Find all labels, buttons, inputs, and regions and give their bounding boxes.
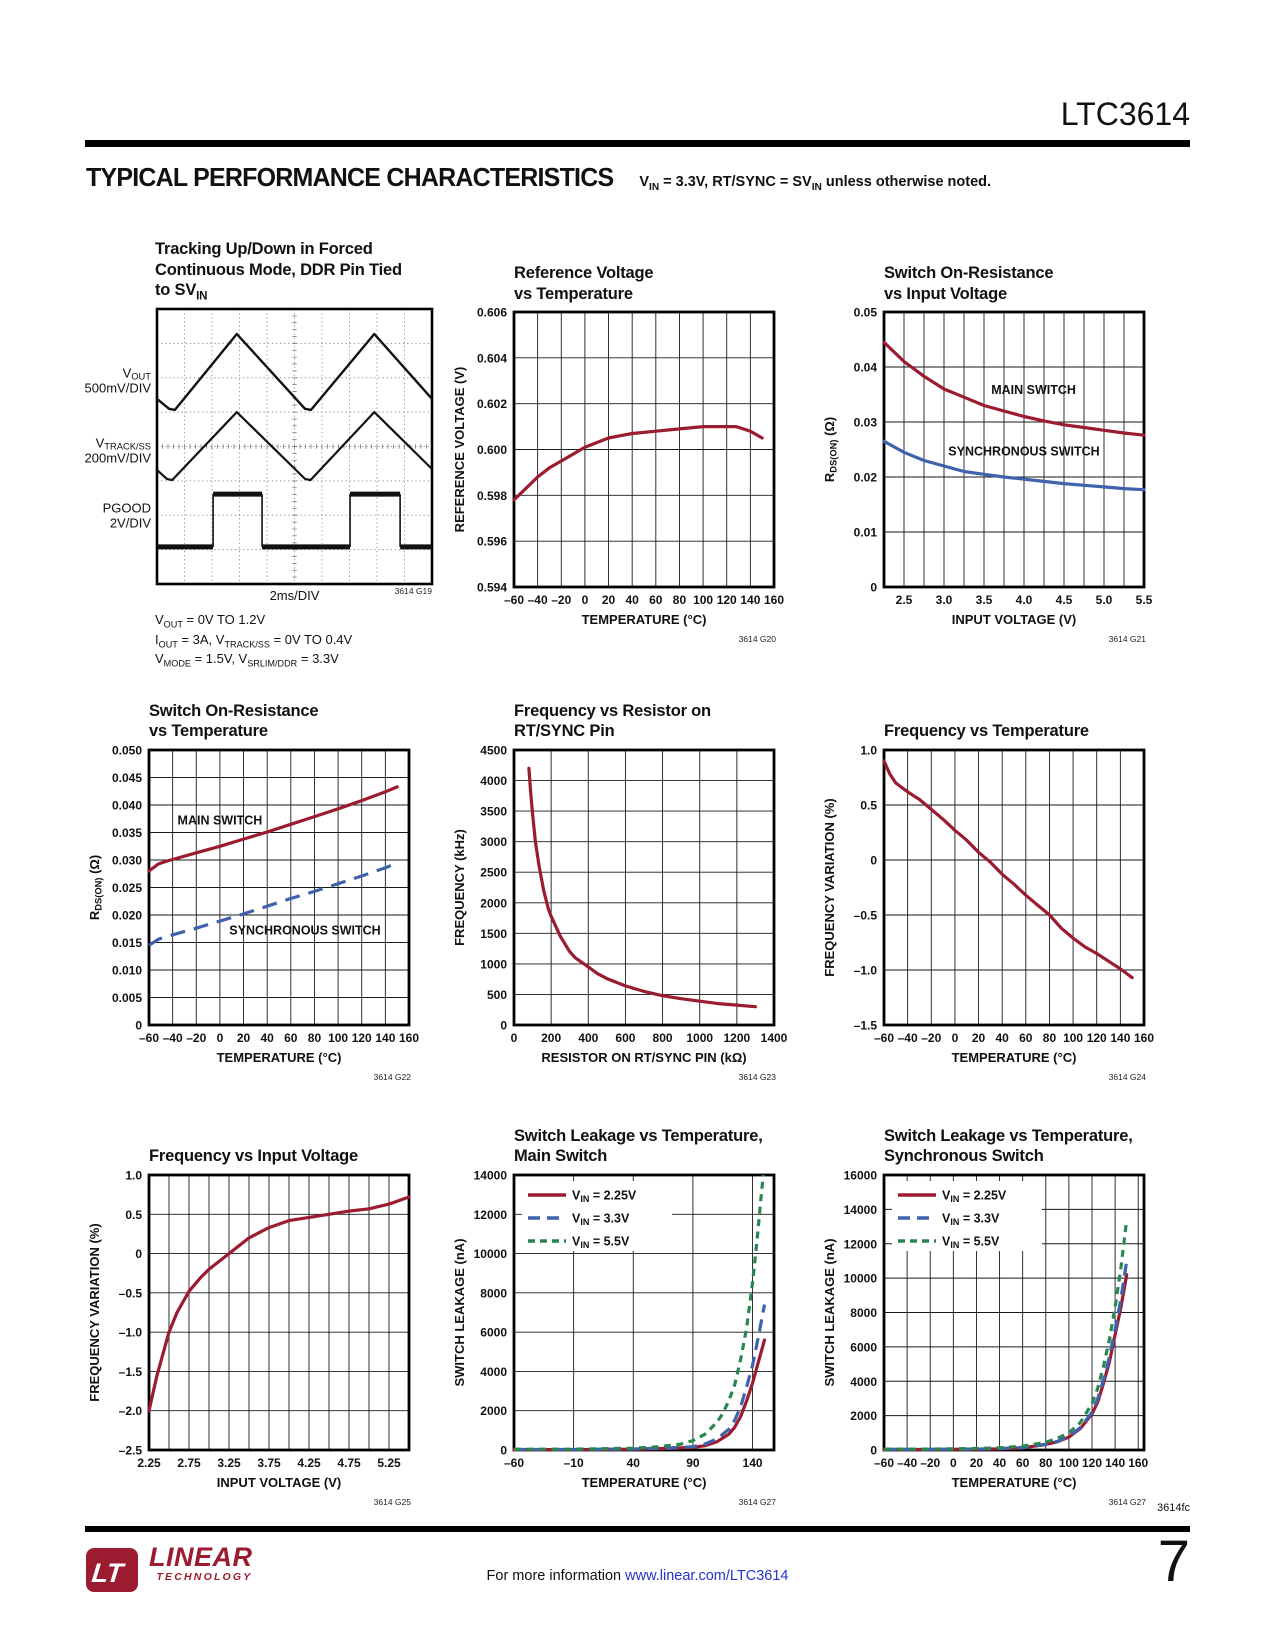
freq-vs-resistor-chart xyxy=(450,742,790,1086)
chart-title: Switch Leakage vs Temperature, Main Switch xyxy=(514,1126,763,1166)
part-number: LTC3614 xyxy=(1060,96,1190,132)
linear-technology-logo xyxy=(85,1544,253,1596)
chart-title: Frequency vs Resistor on RT/SYNC Pin xyxy=(514,701,711,741)
svg-text:3500: 3500 xyxy=(480,804,507,819)
panel-g24 xyxy=(820,670,1190,1091)
svg-text:140: 140 xyxy=(740,593,761,607)
svg-text:10000: 10000 xyxy=(473,1246,507,1261)
svg-text:40: 40 xyxy=(260,1030,274,1045)
svg-text:0: 0 xyxy=(951,1030,959,1045)
svg-text:–40: –40 xyxy=(897,1455,918,1470)
svg-text:4000: 4000 xyxy=(480,773,507,788)
svg-text:100: 100 xyxy=(1063,1030,1084,1045)
svg-text:120: 120 xyxy=(351,1030,372,1045)
svg-text:VIN = 3.3V: VIN = 3.3V xyxy=(572,1211,630,1227)
svg-text:160: 160 xyxy=(763,593,785,607)
svg-text:80: 80 xyxy=(1039,1455,1053,1470)
svg-text:0.604: 0.604 xyxy=(476,351,507,366)
svg-text:VIN = 5.5V: VIN = 5.5V xyxy=(942,1234,1000,1250)
svg-text:–1.0: –1.0 xyxy=(853,963,877,978)
svg-text:–20: –20 xyxy=(551,593,572,607)
svg-text:0: 0 xyxy=(500,1443,507,1458)
svg-text:0.606: 0.606 xyxy=(476,305,507,320)
chart-title: Switch On-Resistance vs Input Voltage xyxy=(884,264,1054,303)
svg-text:6000: 6000 xyxy=(850,1340,877,1355)
svg-text:0.020: 0.020 xyxy=(111,908,142,923)
svg-text:0.005: 0.005 xyxy=(111,990,142,1005)
svg-text:4.75: 4.75 xyxy=(337,1455,361,1470)
svg-text:0: 0 xyxy=(510,1030,518,1045)
svg-text:RDS(ON) (Ω): RDS(ON) (Ω) xyxy=(822,416,839,483)
svg-text:INPUT VOLTAGE (V): INPUT VOLTAGE (V) xyxy=(216,1474,342,1490)
svg-text:8000: 8000 xyxy=(850,1305,877,1320)
svg-text:120: 120 xyxy=(716,593,737,607)
svg-text:–0.5: –0.5 xyxy=(118,1286,142,1301)
svg-text:–2.0: –2.0 xyxy=(118,1403,142,1418)
svg-text:VIN = 2.25V: VIN = 2.25V xyxy=(572,1188,637,1204)
svg-text:0.010: 0.010 xyxy=(111,963,142,978)
svg-text:4000: 4000 xyxy=(480,1364,507,1379)
svg-text:0.5: 0.5 xyxy=(860,798,877,813)
panel-g20 xyxy=(450,218,820,670)
svg-text:0.04: 0.04 xyxy=(853,360,877,375)
footer-info xyxy=(487,1568,789,1584)
svg-text:–60: –60 xyxy=(503,1455,525,1470)
svg-text:160: 160 xyxy=(1128,1455,1149,1470)
svg-text:FREQUENCY VARIATION (%): FREQUENCY VARIATION (%) xyxy=(87,1223,102,1402)
svg-text:PGOOD: PGOOD xyxy=(102,500,151,516)
svg-text:0.015: 0.015 xyxy=(111,935,142,950)
svg-text:VIN = 2.25V: VIN = 2.25V xyxy=(942,1188,1007,1204)
svg-text:SYNCHRONOUS SWITCH: SYNCHRONOUS SWITCH xyxy=(229,923,381,938)
footer-info-link[interactable]: www.linear.com/LTC3614 xyxy=(625,1568,789,1584)
svg-text:VOUT: VOUT xyxy=(122,365,151,382)
svg-text:4.0: 4.0 xyxy=(1015,593,1033,607)
svg-text:–20: –20 xyxy=(921,1030,942,1045)
chart-title: Switch Leakage vs Temperature, Synchronous Switch xyxy=(884,1126,1133,1166)
svg-text:60: 60 xyxy=(649,593,663,607)
freq-vs-vin-chart xyxy=(85,1167,425,1511)
svg-text:0: 0 xyxy=(216,1030,224,1045)
svg-text:–1.5: –1.5 xyxy=(853,1018,877,1033)
section-note: $V_{IN} = 3.3V$, RT/SYNC = $SV_{IN}$ unless otherwise noted. xyxy=(639,174,992,193)
svg-text:4000: 4000 xyxy=(850,1374,877,1389)
svg-text:SWITCH LEAKAGE (nA): SWITCH LEAKAGE (nA) xyxy=(822,1238,837,1387)
svg-text:VIN = 5.5V: VIN = 5.5V xyxy=(572,1234,630,1250)
svg-text:400: 400 xyxy=(578,1030,599,1045)
svg-text:3614 G22: 3614 G22 xyxy=(373,1071,411,1082)
svg-text:3.25: 3.25 xyxy=(217,1455,241,1470)
leakage-sync-chart xyxy=(820,1167,1160,1511)
svg-text:0.02: 0.02 xyxy=(853,470,877,485)
svg-text:0.03: 0.03 xyxy=(853,415,877,430)
svg-text:20: 20 xyxy=(236,1030,251,1045)
svg-text:1200: 1200 xyxy=(723,1030,751,1045)
lt-monogram-icon xyxy=(85,1544,143,1596)
svg-text:0: 0 xyxy=(135,1018,142,1033)
svg-text:–1.0: –1.0 xyxy=(118,1325,142,1340)
svg-text:VIN = 3.3V: VIN = 3.3V xyxy=(942,1211,1000,1227)
doc-code: 3614fc xyxy=(1156,1502,1190,1514)
svg-text:5.5: 5.5 xyxy=(1135,593,1153,607)
svg-text:0.035: 0.035 xyxy=(111,825,142,840)
svg-text:12000: 12000 xyxy=(473,1207,507,1222)
svg-text:RESISTOR ON RT/SYNC PIN (kΩ): RESISTOR ON RT/SYNC PIN (kΩ) xyxy=(541,1049,747,1065)
svg-text:1000: 1000 xyxy=(686,1030,714,1045)
panel-g21 xyxy=(820,218,1190,670)
svg-text:60: 60 xyxy=(284,1030,298,1045)
svg-text:0: 0 xyxy=(135,1246,142,1261)
svg-text:–20: –20 xyxy=(920,1455,941,1470)
svg-text:100: 100 xyxy=(1058,1455,1079,1470)
svg-text:0.596: 0.596 xyxy=(476,534,507,549)
panel-g27m xyxy=(450,1091,820,1516)
svg-text:40: 40 xyxy=(625,593,639,607)
svg-text:3614 G19: 3614 G19 xyxy=(394,586,432,596)
svg-text:–60: –60 xyxy=(873,1030,895,1045)
svg-text:4.5: 4.5 xyxy=(1055,593,1073,607)
svg-text:600: 600 xyxy=(615,1030,636,1045)
svg-text:0: 0 xyxy=(581,593,589,607)
logo-technology-text: TECHNOLOGY xyxy=(156,1571,253,1583)
svg-text:REFERENCE VOLTAGE (V): REFERENCE VOLTAGE (V) xyxy=(452,366,467,533)
svg-text:FREQUENCY (kHz): FREQUENCY (kHz) xyxy=(452,828,467,946)
svg-text:40: 40 xyxy=(626,1455,640,1470)
svg-text:1400: 1400 xyxy=(760,1030,788,1045)
svg-text:SYNCHRONOUS SWITCH: SYNCHRONOUS SWITCH xyxy=(948,444,1100,459)
svg-text:100: 100 xyxy=(328,1030,349,1045)
svg-text:0.600: 0.600 xyxy=(476,443,507,457)
svg-text:0.045: 0.045 xyxy=(111,770,142,785)
svg-text:0.030: 0.030 xyxy=(111,853,142,868)
svg-text:500: 500 xyxy=(486,987,507,1002)
svg-text:TEMPERATURE (°C): TEMPERATURE (°C) xyxy=(581,1474,707,1490)
svg-text:–1.5: –1.5 xyxy=(118,1364,142,1379)
svg-text:20: 20 xyxy=(601,593,616,607)
svg-text:160: 160 xyxy=(398,1030,420,1045)
panel-g23 xyxy=(450,670,820,1091)
svg-text:20: 20 xyxy=(971,1030,986,1045)
svg-text:0: 0 xyxy=(870,853,877,868)
svg-text:60: 60 xyxy=(1015,1455,1030,1470)
svg-text:0.602: 0.602 xyxy=(476,397,507,412)
svg-text:MAIN SWITCH: MAIN SWITCH xyxy=(991,383,1076,398)
svg-text:3.5: 3.5 xyxy=(975,593,993,607)
svg-text:140: 140 xyxy=(375,1030,396,1045)
svg-text:4500: 4500 xyxy=(480,743,507,758)
svg-text:100: 100 xyxy=(693,593,714,607)
svg-text:0.5: 0.5 xyxy=(125,1207,142,1222)
svg-text:80: 80 xyxy=(672,593,687,607)
svg-text:FREQUENCY VARIATION (%): FREQUENCY VARIATION (%) xyxy=(822,798,837,977)
svg-text:120: 120 xyxy=(1086,1030,1107,1045)
section-header xyxy=(86,162,1190,193)
svg-text:2000: 2000 xyxy=(480,1403,507,1418)
svg-text:60: 60 xyxy=(1019,1030,1033,1045)
svg-text:–40: –40 xyxy=(527,593,548,607)
svg-text:0: 0 xyxy=(870,1443,877,1458)
svg-text:80: 80 xyxy=(1042,1030,1057,1045)
svg-text:80: 80 xyxy=(307,1030,322,1045)
svg-text:140: 140 xyxy=(1105,1455,1126,1470)
panel-g27s xyxy=(820,1091,1190,1516)
svg-text:3000: 3000 xyxy=(480,834,507,849)
svg-text:VTRACK/SS: VTRACK/SS xyxy=(95,435,151,452)
chart-title: Frequency vs Temperature xyxy=(884,722,1089,741)
svg-text:5.0: 5.0 xyxy=(1095,593,1113,607)
rdson-vs-vin-chart xyxy=(820,304,1160,648)
svg-text:2000: 2000 xyxy=(480,896,507,911)
svg-text:–60: –60 xyxy=(503,593,525,607)
svg-text:3614 G24: 3614 G24 xyxy=(1108,1071,1146,1082)
page-number: 7 xyxy=(1157,1529,1190,1594)
svg-text:0: 0 xyxy=(870,580,877,595)
svg-text:0.594: 0.594 xyxy=(476,580,507,595)
svg-text:1000: 1000 xyxy=(480,957,507,972)
svg-text:–60: –60 xyxy=(138,1030,160,1045)
svg-text:2.75: 2.75 xyxy=(177,1455,201,1470)
svg-text:140: 140 xyxy=(1110,1030,1131,1045)
panel-g25 xyxy=(85,1091,450,1516)
rdson-vs-temp-chart xyxy=(85,742,425,1086)
svg-text:3614 G21: 3614 G21 xyxy=(1108,634,1146,644)
svg-text:0.01: 0.01 xyxy=(853,525,877,540)
svg-text:3614 G20: 3614 G20 xyxy=(738,634,776,644)
svg-text:6000: 6000 xyxy=(480,1325,507,1340)
svg-text:1.0: 1.0 xyxy=(860,743,877,758)
chart-title: Frequency vs Input Voltage xyxy=(149,1147,359,1166)
panel-g22 xyxy=(85,670,450,1091)
svg-text:TEMPERATURE (°C): TEMPERATURE (°C) xyxy=(581,612,707,627)
svg-text:INPUT VOLTAGE (V): INPUT VOLTAGE (V) xyxy=(951,612,1077,627)
svg-text:0.050: 0.050 xyxy=(111,743,142,758)
svg-text:3614 G23: 3614 G23 xyxy=(738,1071,776,1082)
svg-text:14000: 14000 xyxy=(843,1202,877,1217)
chart-title: Tracking Up/Down in Forced Continuous Mode, DDR Pin Tied to $SV_{IN}$ xyxy=(155,240,402,303)
svg-text:12000: 12000 xyxy=(843,1237,877,1252)
svg-text:800: 800 xyxy=(652,1030,673,1045)
svg-text:140: 140 xyxy=(742,1455,763,1470)
footer-info-prefix: For more information xyxy=(486,1568,622,1584)
section-title: TYPICAL PERFORMANCE CHARACTERISTICS xyxy=(86,162,614,192)
svg-text:TEMPERATURE (°C): TEMPERATURE (°C) xyxy=(951,1474,1077,1490)
footer-rule xyxy=(85,1526,1190,1532)
svg-text:0.025: 0.025 xyxy=(111,880,142,895)
svg-text:2000: 2000 xyxy=(850,1408,877,1423)
svg-text:MAIN SWITCH: MAIN SWITCH xyxy=(177,813,263,828)
svg-text:RDS(ON) (Ω): RDS(ON) (Ω) xyxy=(87,854,104,920)
svg-text:–0.5: –0.5 xyxy=(853,908,877,923)
svg-text:160: 160 xyxy=(1133,1030,1155,1045)
svg-text:–2.5: –2.5 xyxy=(118,1443,142,1458)
panel-scope-tracking xyxy=(85,218,450,670)
svg-text:2.5: 2.5 xyxy=(895,593,913,607)
svg-text:–40: –40 xyxy=(162,1030,183,1045)
svg-text:200mV/DIV: 200mV/DIV xyxy=(85,450,151,466)
svg-text:0: 0 xyxy=(500,1018,507,1033)
svg-text:40: 40 xyxy=(995,1030,1009,1045)
reference-voltage-chart xyxy=(450,304,790,648)
oscilloscope-plot xyxy=(85,304,437,604)
svg-text:3.0: 3.0 xyxy=(935,593,953,607)
svg-text:90: 90 xyxy=(686,1455,700,1470)
svg-text:500mV/DIV: 500mV/DIV xyxy=(85,380,151,396)
svg-text:1500: 1500 xyxy=(480,926,507,941)
header-rule xyxy=(85,140,1190,147)
svg-text:–40: –40 xyxy=(897,1030,918,1045)
svg-text:SWITCH LEAKAGE (nA): SWITCH LEAKAGE (nA) xyxy=(452,1238,467,1387)
svg-text:3.75: 3.75 xyxy=(257,1455,281,1470)
svg-text:–60: –60 xyxy=(873,1455,895,1470)
svg-text:LT: LT xyxy=(90,1557,125,1588)
svg-text:4.25: 4.25 xyxy=(297,1455,321,1470)
svg-text:200: 200 xyxy=(541,1030,562,1045)
svg-text:2V/DIV: 2V/DIV xyxy=(109,515,151,531)
svg-text:2500: 2500 xyxy=(480,865,507,880)
svg-text:120: 120 xyxy=(1081,1455,1103,1470)
chart-title: Switch On-Resistance vs Temperature xyxy=(149,701,319,741)
svg-text:0.05: 0.05 xyxy=(853,305,877,320)
svg-text:40: 40 xyxy=(992,1455,1007,1470)
svg-text:8000: 8000 xyxy=(480,1286,507,1301)
svg-text:3614 G25: 3614 G25 xyxy=(373,1496,411,1507)
leakage-main-chart xyxy=(450,1167,790,1511)
chart-title: Reference Voltage vs Temperature xyxy=(514,264,654,303)
svg-text:2ms/DIV: 2ms/DIV xyxy=(269,588,320,603)
scope-conditions: $V_{OUT} = 0V$ TO 1.2V $I_{OUT} = 3A$, $V_{TRACK/SS} = 0V$ TO 0.4V $V_{MODE} = 1.5V$, $V_{SRLIM/DDR} = 3.3V$ xyxy=(155,612,353,669)
svg-text:10000: 10000 xyxy=(843,1271,877,1286)
logo-linear-text: LINEAR xyxy=(149,1542,253,1572)
svg-text:3614 G27: 3614 G27 xyxy=(738,1496,776,1507)
svg-text:3614 G27: 3614 G27 xyxy=(1108,1496,1146,1507)
freq-vs-temp-chart xyxy=(820,742,1160,1086)
svg-text:–10: –10 xyxy=(563,1455,584,1470)
svg-text:0.598: 0.598 xyxy=(476,488,507,503)
svg-text:14000: 14000 xyxy=(473,1168,507,1183)
svg-text:16000: 16000 xyxy=(843,1168,877,1183)
svg-text:TEMPERATURE (°C): TEMPERATURE (°C) xyxy=(951,1049,1077,1065)
chart-grid xyxy=(85,218,1190,1516)
svg-text:0.040: 0.040 xyxy=(111,798,142,813)
svg-text:1.0: 1.0 xyxy=(125,1168,142,1183)
svg-text:0: 0 xyxy=(949,1455,957,1470)
svg-text:–20: –20 xyxy=(186,1030,207,1045)
svg-text:5.25: 5.25 xyxy=(377,1455,401,1470)
svg-text:TEMPERATURE (°C): TEMPERATURE (°C) xyxy=(216,1049,342,1065)
logo-wordmark xyxy=(149,1544,253,1583)
svg-text:20: 20 xyxy=(969,1455,984,1470)
svg-text:2.25: 2.25 xyxy=(137,1455,161,1470)
